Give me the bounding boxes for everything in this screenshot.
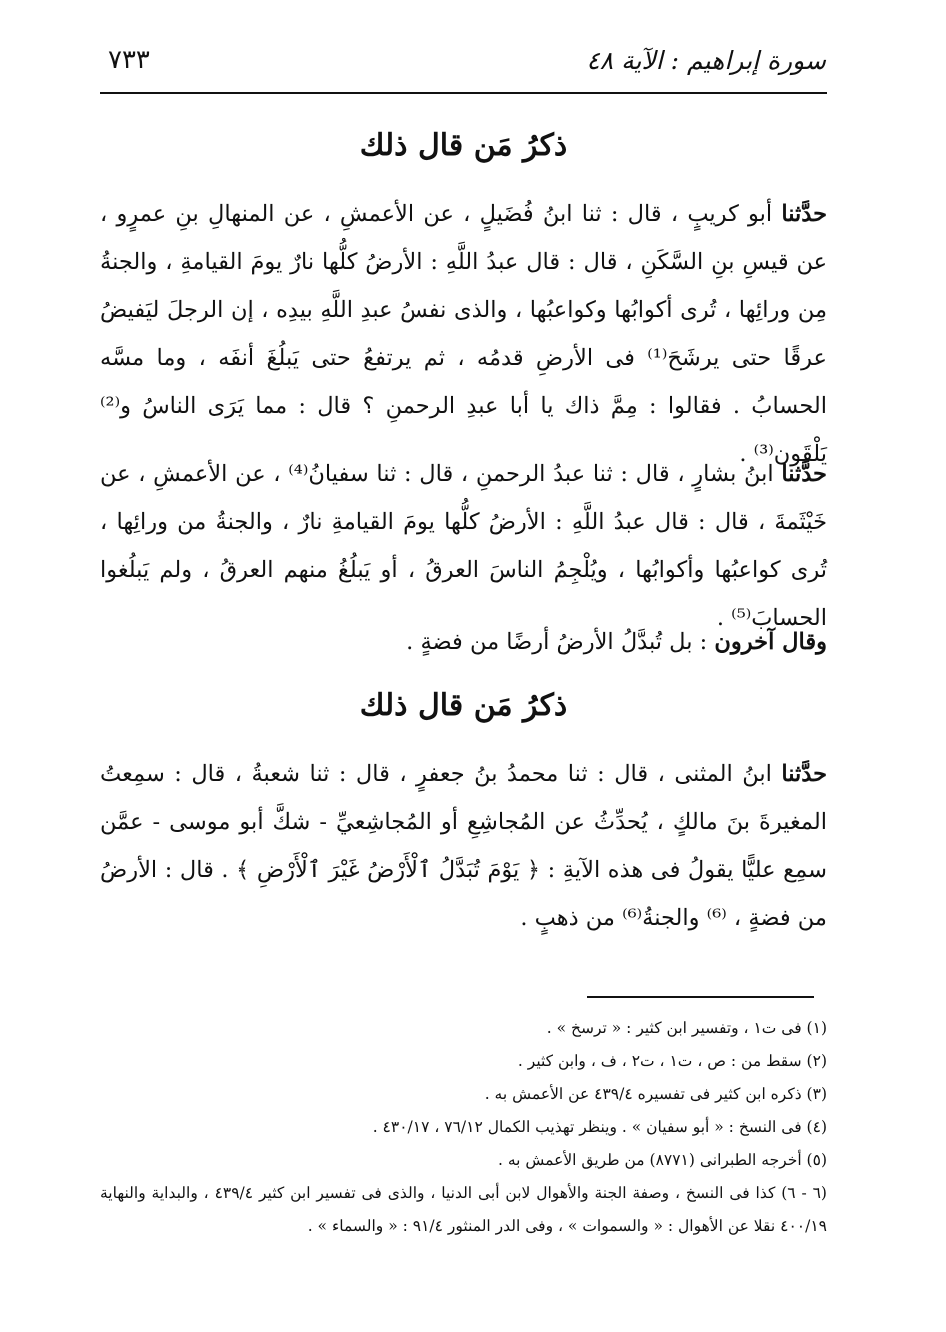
footnote: (٢) سقط من : ص ، ت١ ، ت٢ ، ف ، وابن كثير . [517, 1052, 827, 1070]
paragraph-lead: حدَّثنا [781, 761, 827, 787]
other-opinion-paragraph [100, 618, 827, 666]
footnote: (٥) أخرجه الطبرانى (٨٧٧١) من طريق الأعمش به . [497, 1151, 827, 1169]
page-header [108, 30, 826, 90]
paragraph-text: ابنُ بشارٍ ، قال : ثنا عبدُ الرحمنِ ، قال : ثنا سفيانُ⁽⁴⁾ ، عن الأعمشِ ، عن خَيْثَمةَ ، قال : قال عبدُ اللَّهِ : الأرضُ كلُّها يومَ القيامةِ نارٌ ، والجنةُ من ورائِها ، تُرى كواعبُها وأكوابُها ، ويُلْجِمُ الناسَ العرقُ ، أو يَبلُغُ منهم العرقُ ، ولم يَبلُغوا الحسابَ⁽⁵⁾ . [100, 461, 827, 631]
page-number: ٧٣٣ [108, 45, 150, 75]
footnote: (١) فى ت١ ، وتفسير ابن كثير : « ترسخ » . [546, 1019, 827, 1037]
paragraph-text: : بل تُبدَّلُ الأرضُ أرضًا من فضةٍ . [406, 629, 715, 655]
footnote: (٣) ذكره ابن كثير فى تفسيره ٤٣٩/٤ عن الأعمش به . [484, 1085, 827, 1103]
running-title: سورة إبراهيم : الآية ٤٨ [586, 45, 826, 75]
hadith-paragraph [100, 750, 827, 942]
hadith-paragraph [100, 190, 827, 478]
paragraph-text: أبو كريبٍ ، قال : ثنا ابنُ فُضَيلٍ ، عن الأعمشِ ، عن المنهالِ بنِ عمرٍو ، عن قيسِ بنِ السَّكَنِ ، قال : قال عبدُ اللَّهِ : الأرضُ كلُّها نارٌ يومَ القيامةِ ، والجنةُ مِن ورائِها ، تُرى أكوابُها وكواعبُها ، والذى نفسُ عبدِ اللَّهِ بيدِه ، إن الرجلَ ليَفيضُ عرقًا حتى يرشَحَ⁽¹⁾ فى الأرضِ قدمُه ، ثم يرتفعُ حتى يَبلُغَ أنفَه ، وما مسَّه الحسابُ . فقالوا : مِمَّ ذاك يا أبا عبدِ الرحمنِ ؟ قال : مما يَرَى الناسُ و⁽²⁾ يَلْقَون⁽³⁾ . [100, 201, 827, 467]
paragraph-lead: حدَّثنا [781, 461, 827, 487]
hadith-paragraph [100, 450, 827, 642]
footnotes [100, 1012, 827, 1243]
paragraph-lead: وقال آخرون [714, 629, 827, 655]
footnote: (٦ - ٦) كذا فى النسخ ، وصفة الجنة والأهوال لابن أبى الدنيا ، والذى فى تفسير ابن كثير ٤٣٩/٤ ، والبداية والنهاية ٤٠٠/١٩ نقلا عن الأهوال : « والسموات » ، وفى الدر المنثور ٩١/٤ : « والسماء » . [100, 1184, 827, 1235]
footnote-rule [587, 996, 814, 998]
paragraph-lead: حدَّثنا [781, 201, 827, 227]
header-rule [100, 92, 827, 94]
footnote: (٤) فى النسخ : « أبو سفيان » . وينظر تهذيب الكمال ٧٦/١٢ ، ٤٣٠/١٧ . [372, 1118, 827, 1136]
section-heading: ذكرُ مَن قال ذلك [359, 128, 568, 163]
paragraph-text: ابنُ المثنى ، قال : ثنا محمدُ بنُ جعفرٍ ، قال : ثنا شعبةُ ، قال : سمِعتُ المغيرةَ بنَ مالكٍ ، يُحدِّثُ عن المُجاشِعِ أو المُجاشِعيِّ - شكَّ أبو موسى - عمَّن سمِع عليًّا يقولُ فى هذه الآيةِ : ﴿ يَوْمَ تُبَدَّلُ ٱلْأَرْضُ غَيْرَ ٱلْأَرْضِ ﴾ . قال : الأرضُ من فضةٍ ، ⁽⁶⁾ والجنةُ⁽⁶⁾ من ذهبٍ . [100, 761, 827, 931]
section-heading: ذكرُ مَن قال ذلك [359, 688, 568, 723]
